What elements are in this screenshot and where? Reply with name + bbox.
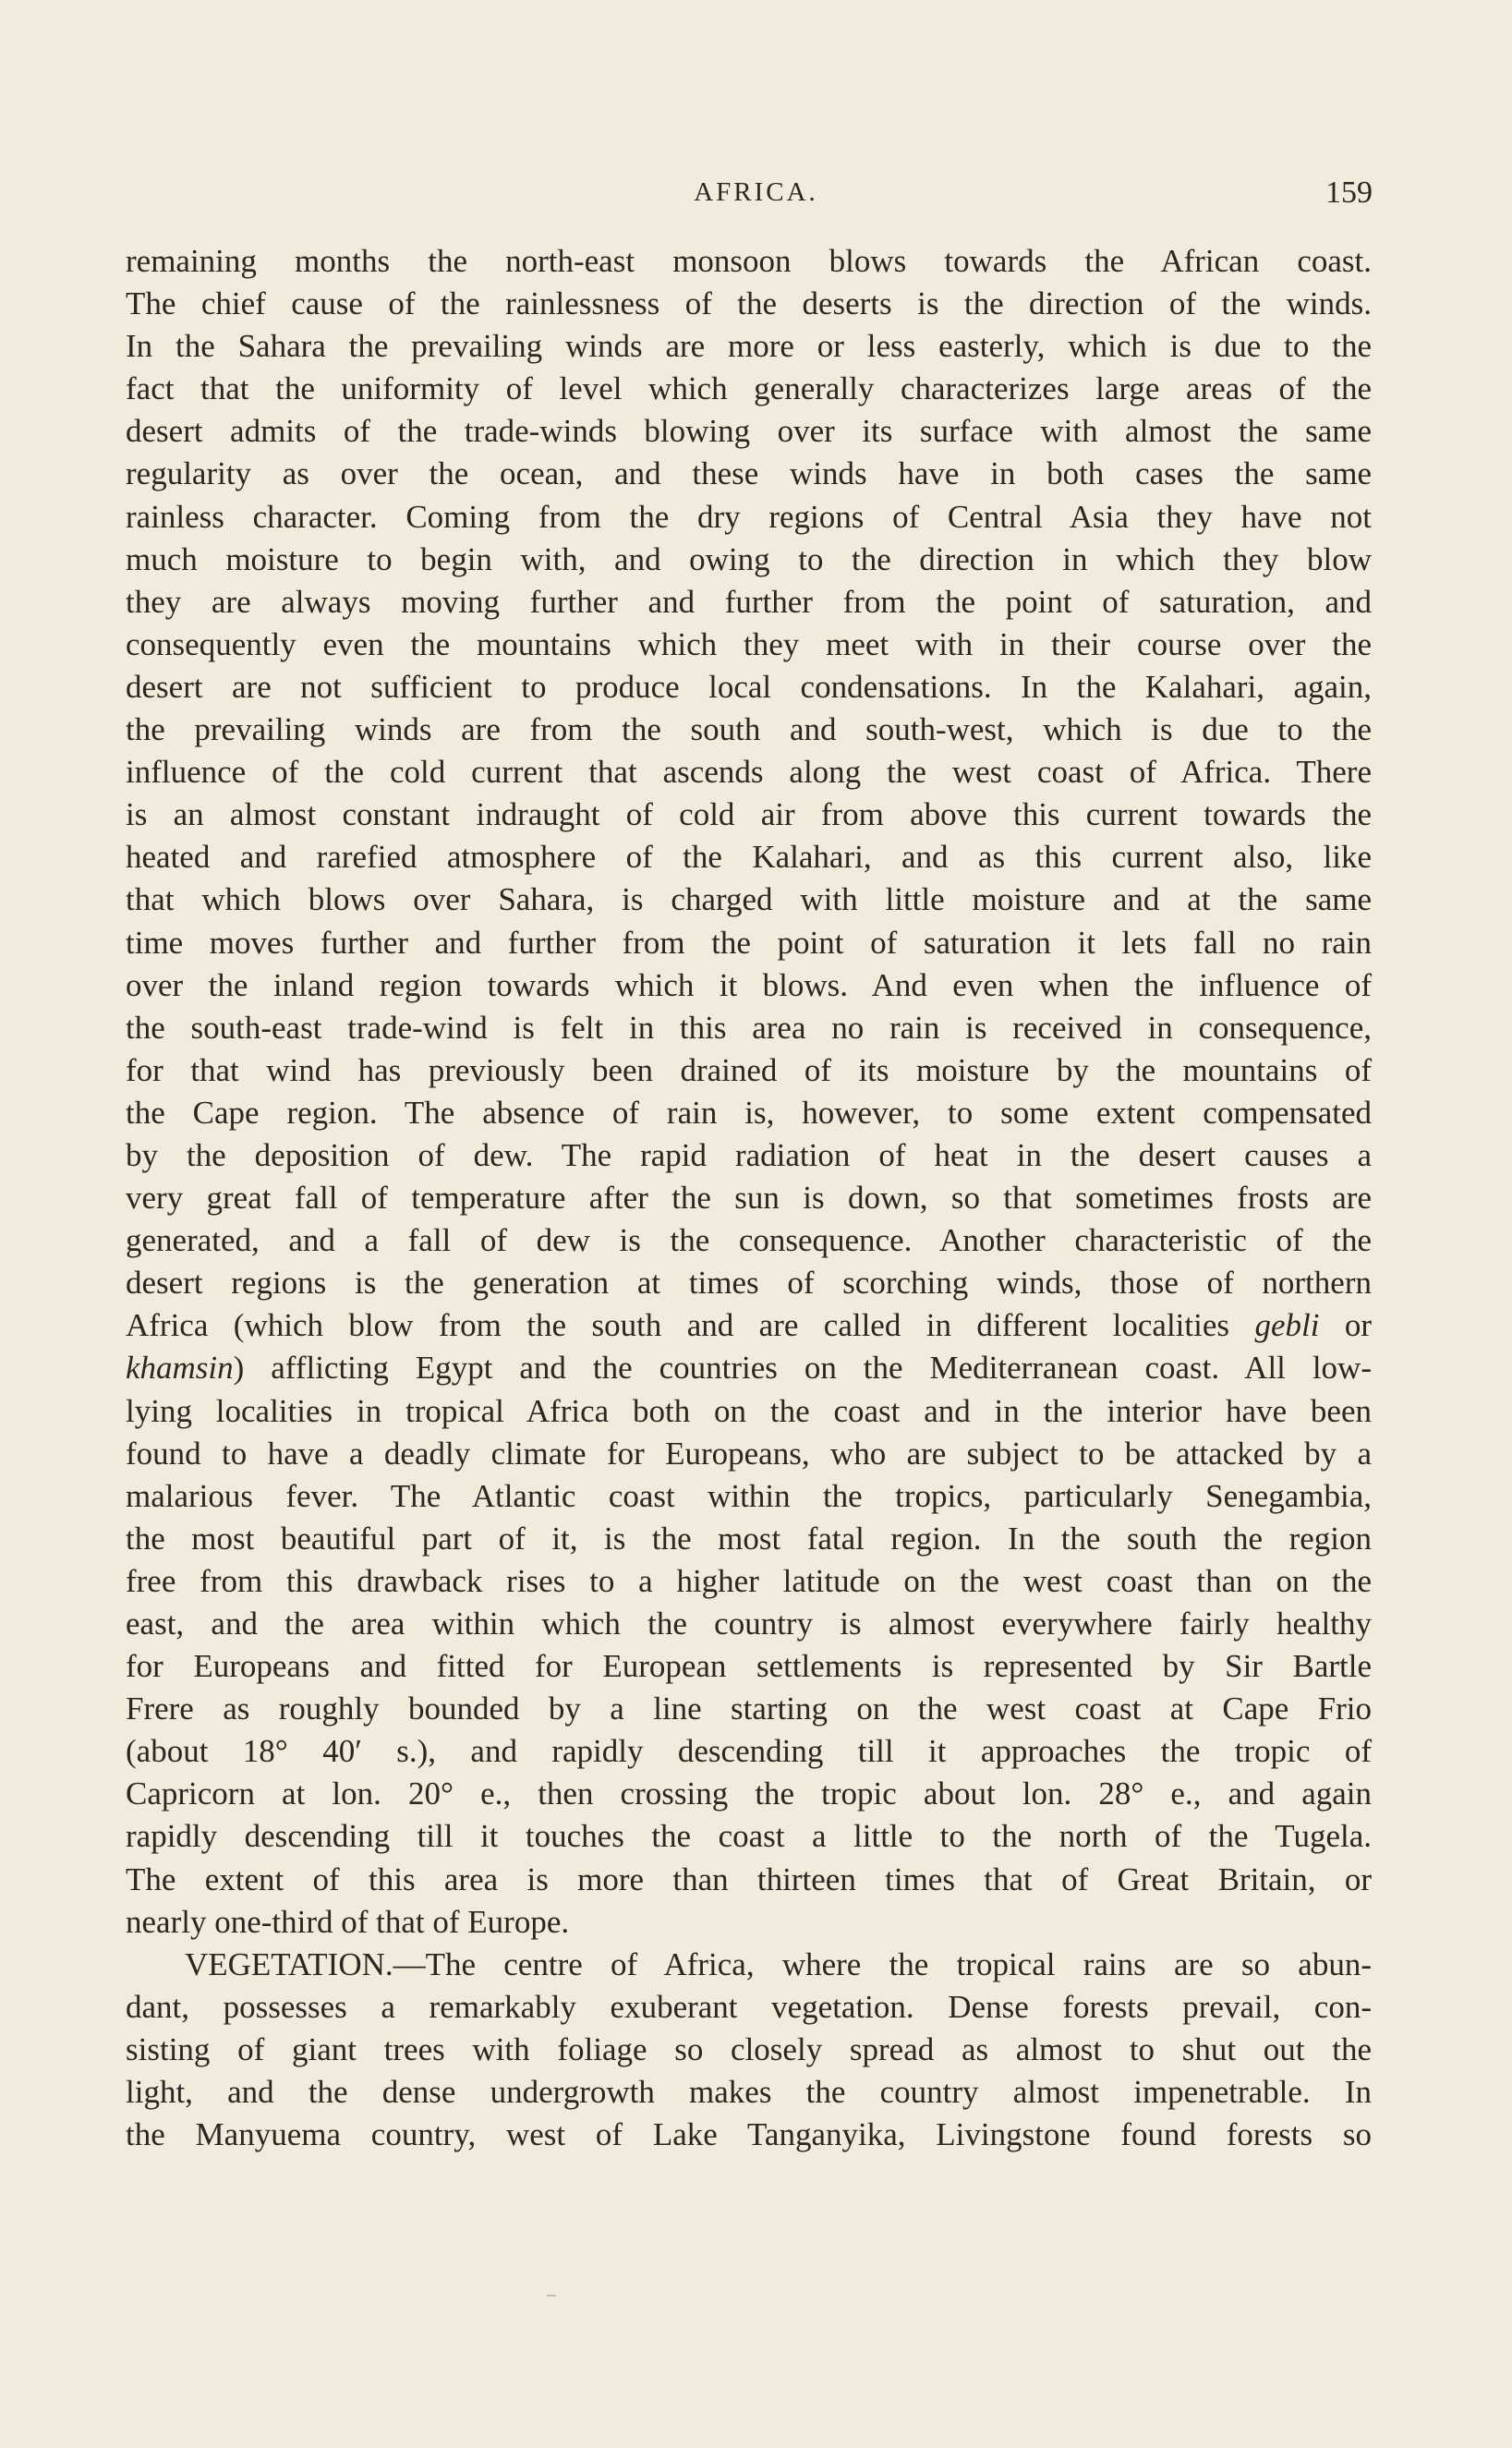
text-line: consequently even the mountains which they meet with in their course over the [126, 625, 1372, 662]
text-line: is an almost constant indraught of cold air from above this current towards the [126, 796, 1372, 833]
text-segment: ) afflicting Egypt and the countries on the Mediterranean coast. All low- [233, 1350, 1372, 1387]
text-line: Capricorn at lon. 20° e., then crossing the tropic about lon. 28° e., and again [126, 1775, 1372, 1812]
text-segment: or [1319, 1307, 1372, 1344]
text-line: remaining months the north-east monsoon blows towards the African coast. [126, 243, 1372, 279]
paper-blemish [547, 2295, 556, 2297]
text-line: nearly one-third of that of Europe. [126, 1903, 570, 1940]
body-text [126, 240, 1372, 2156]
text-line: heated and rarefied atmosphere of the Kalahari, and as this current also, like [126, 839, 1372, 876]
text-line: the prevailing winds are from the south and south-west, which is due to the [126, 711, 1372, 748]
text-line: light, and the dense undergrowth makes the country almost impenetrable. In [126, 2074, 1372, 2111]
text-line: The chief cause of the rainlessness of the deserts is the direction of the winds. [126, 285, 1372, 322]
text-line: found to have a deadly climate for Europeans, who are subject to be attacked by a [126, 1435, 1372, 1472]
text-line: desert are not sufficient to produce local condensations. In the Kalahari, again, [126, 668, 1372, 705]
text-line: malarious fever. The Atlantic coast within the tropics, particularly Senegambia, [126, 1477, 1372, 1514]
text-line [126, 1304, 1372, 1347]
running-head [0, 177, 1512, 218]
text-line: the Manyuema country, west of Lake Tanganyika, Livingstone found forests so [126, 2116, 1372, 2153]
text-line: rapidly descending till it touches the coast a little to the north of the Tugela. [126, 1818, 1372, 1855]
text-line: sisting of giant trees with foliage so closely spread as almost to shut out the [126, 2030, 1372, 2067]
text-line: free from this drawback rises to a higher latitude on the west coast than on the [126, 1562, 1372, 1599]
text-line: the Cape region. The absence of rain is, however, to some extent compensated [126, 1094, 1372, 1131]
text-line: very great fall of temperature after the sun is down, so that sometimes frosts are [126, 1180, 1372, 1217]
text-line: generated, and a fall of dew is the consequence. Another characteristic of the [126, 1222, 1372, 1259]
text-line: The extent of this area is more than thirteen times that of Great Britain, or [126, 1860, 1372, 1897]
text-line: desert admits of the trade-winds blowing over its surface with almost the same [126, 413, 1372, 450]
text-line: east, and the area within which the country is almost everywhere fairly healthy [126, 1606, 1372, 1642]
text-line: fact that the uniformity of level which generally characterizes large areas of the [126, 370, 1372, 407]
text-line: rainless character. Coming from the dry regions of Central Asia they have not [126, 498, 1372, 535]
text-line: over the inland region towards which it blows. And even when the influence of [126, 966, 1372, 1003]
text-line: much moisture to begin with, and owing to the direction in which they blow [126, 540, 1372, 577]
text-line: time moves further and further from the point of saturation it lets fall no rain [126, 924, 1372, 961]
text-line: for that wind has previously been drained of its moisture by the mountains of [126, 1051, 1372, 1088]
text-line: the south-east trade-wind is felt in this area no rain is received in consequence, [126, 1009, 1372, 1046]
text-line: Frere as roughly bounded by a line starting on the west coast at Cape Frio [126, 1691, 1372, 1727]
text-line: desert regions is the generation at times of scorching winds, those of northern [126, 1265, 1372, 1302]
text-line: VEGETATION.—The centre of Africa, where the tropical rains are so abun- [185, 1945, 1372, 1982]
text-line: dant, possesses a remarkably exuberant vegetation. Dense forests prevail, con- [126, 1988, 1372, 2025]
text-line: that which blows over Sahara, is charged with little moisture and at the same [126, 881, 1372, 918]
text-line: regularity as over the ocean, and these winds have in both cases the same [126, 455, 1372, 492]
text-line: they are always moving further and further from the point of saturation, and [126, 583, 1372, 620]
running-title: AFRICA. [694, 177, 818, 207]
text-line: influence of the cold current that ascends along the west coast of Africa. There [126, 754, 1372, 791]
italic-term: khamsin [126, 1350, 234, 1387]
text-line: In the Sahara the prevailing winds are more or less easterly, which is due to the [126, 328, 1372, 365]
text-segment: Africa (which blow from the south and are called in different localities [126, 1307, 1255, 1344]
text-line: lying localities in tropical Africa both on the coast and in the interior have been [126, 1392, 1372, 1429]
text-line: the most beautiful part of it, is the most fatal region. In the south the region [126, 1520, 1372, 1557]
text-line: for Europeans and fitted for European settlements is represented by Sir Bartle [126, 1648, 1372, 1685]
text-line [126, 1347, 1372, 1389]
text-line: (about 18° 40′ s.), and rapidly descending till it approaches the tropic of [126, 1733, 1372, 1770]
page-number: 159 [1325, 176, 1373, 210]
text-line: by the deposition of dew. The rapid radiation of heat in the desert causes a [126, 1136, 1372, 1173]
italic-term: gebli [1254, 1307, 1320, 1344]
